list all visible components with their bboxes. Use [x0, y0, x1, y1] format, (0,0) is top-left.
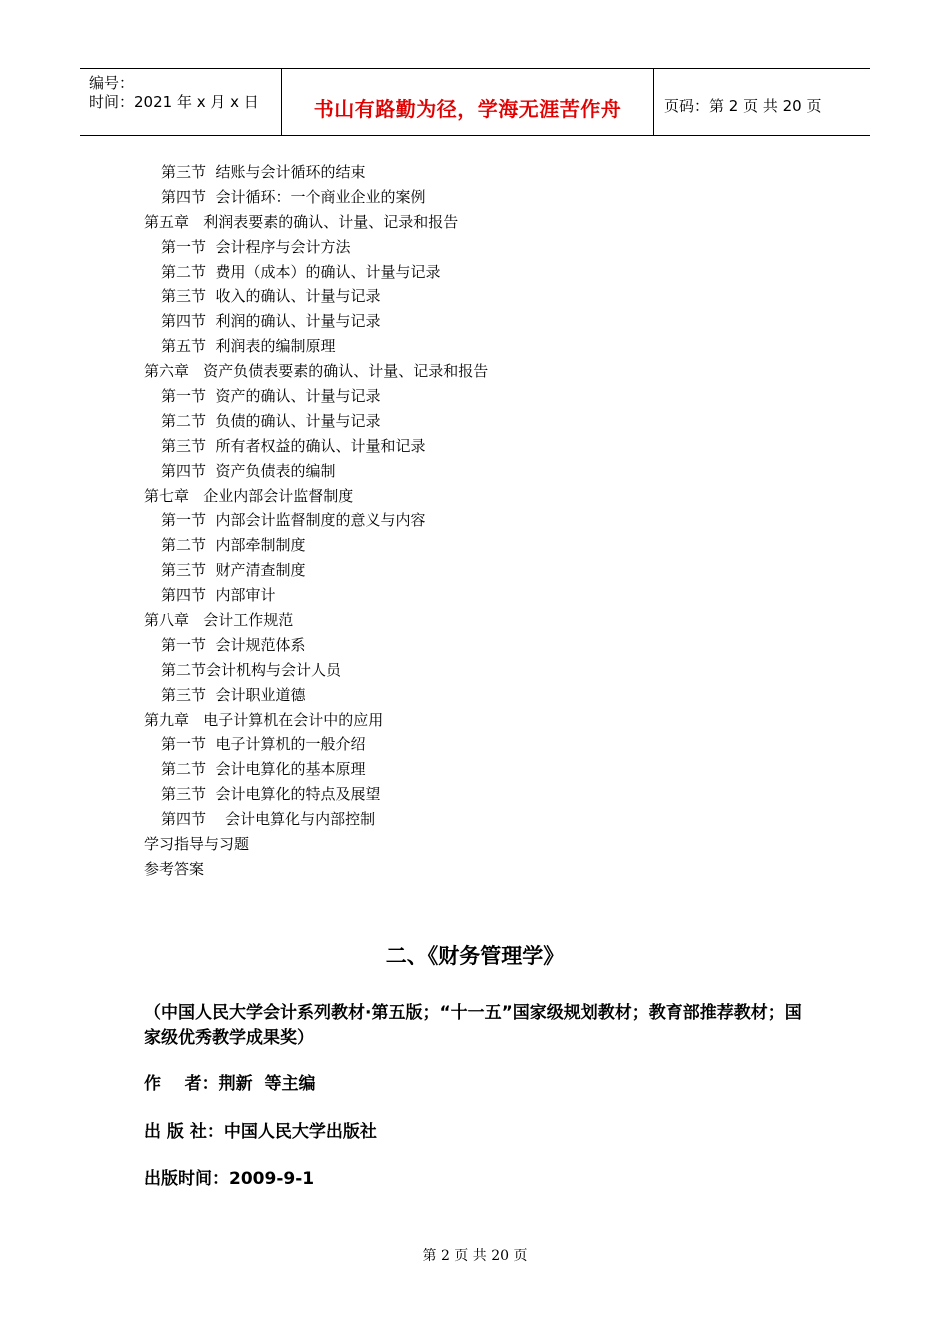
header-motto-cell [282, 69, 654, 135]
toc-section-item: 第一节 会计程序与会计方法 [161, 237, 351, 256]
book-series-note: （中国人民大学会计系列教材·第五版；“十一五”国家级规划教材；教育部推荐教材；国家级优秀教学成果奖） [144, 1003, 802, 1048]
toc-chapter-item: 第八章 会计工作规范 [144, 611, 294, 630]
toc-section-item: 第二节会计机构与会计人员 [161, 660, 342, 679]
book-publisher: 出 版 社：中国人民大学出版社 [144, 1122, 377, 1142]
toc-section-item: 第一节 内部会计监督制度的意义与内容 [161, 511, 426, 530]
toc-section-item: 第一节 资产的确认、计量与记录 [161, 387, 381, 406]
toc-section-item: 第五节 利润表的编制原理 [161, 337, 336, 356]
toc-section-item: 第三节 会计职业道德 [161, 685, 306, 704]
toc-chapter-item: 第六章 资产负债表要素的确认、计量、记录和报告 [144, 362, 489, 381]
toc-section-item: 第四节 内部审计 [161, 586, 276, 605]
toc-chapter-item: 第五章 利润表要素的确认、计量、记录和报告 [144, 212, 459, 231]
book-publication-time: 出版时间：2009-9-1 [144, 1169, 315, 1189]
document-number-label: 编号： [89, 74, 135, 92]
book-author: 作 者：荆新 等主编 [144, 1074, 316, 1094]
toc-chapter-item: 第七章 企业内部会计监督制度 [144, 486, 354, 505]
toc-chapter-item: 学习指导与习题 [144, 835, 250, 854]
document-time-label: 时间：2021 年 x 月 x 日 [89, 93, 259, 111]
table-of-contents [144, 160, 844, 882]
toc-section-item: 第四节 资产负债表的编制 [161, 461, 336, 480]
header-meta-cell [80, 69, 282, 135]
toc-section-item: 第四节 会计电算化与内部控制 [161, 810, 376, 829]
toc-section-item: 第三节 收入的确认、计量与记录 [161, 287, 381, 306]
toc-section-item: 第三节 财产清查制度 [161, 561, 306, 580]
toc-section-item: 第二节 费用（成本）的确认、计量与记录 [161, 262, 441, 281]
toc-section-item: 第二节 负债的确认、计量与记录 [161, 411, 381, 430]
toc-chapter-item: 第九章 电子计算机在会计中的应用 [144, 710, 384, 729]
header-page-info: 页码：第 2 页 共 20 页 [664, 97, 822, 115]
toc-section-item: 第二节 内部牵制制度 [161, 536, 306, 555]
page-header [80, 68, 870, 136]
toc-section-item: 第一节 电子计算机的一般介绍 [161, 735, 366, 754]
toc-section-item: 第一节 会计规范体系 [161, 635, 306, 654]
toc-section-item: 第三节 会计电算化的特点及展望 [161, 785, 381, 804]
toc-chapter-item: 参考答案 [144, 859, 205, 878]
header-page-cell [654, 69, 870, 135]
header-motto: 书山有路勤为径，学海无涯苦作舟 [313, 97, 622, 121]
page-footer: 第 2 页 共 20 页 [422, 1248, 528, 1264]
toc-section-item: 第四节 会计循环：一个商业企业的案例 [161, 187, 426, 206]
toc-section-item: 第三节 所有者权益的确认、计量和记录 [161, 436, 426, 455]
toc-section-item: 第三节 结账与会计循环的结束 [161, 163, 366, 181]
toc-section-item: 第四节 利润的确认、计量与记录 [161, 312, 381, 331]
toc-section-item: 第二节 会计电算化的基本原理 [161, 760, 366, 779]
book-heading: 二、《财务管理学》 [385, 944, 565, 968]
